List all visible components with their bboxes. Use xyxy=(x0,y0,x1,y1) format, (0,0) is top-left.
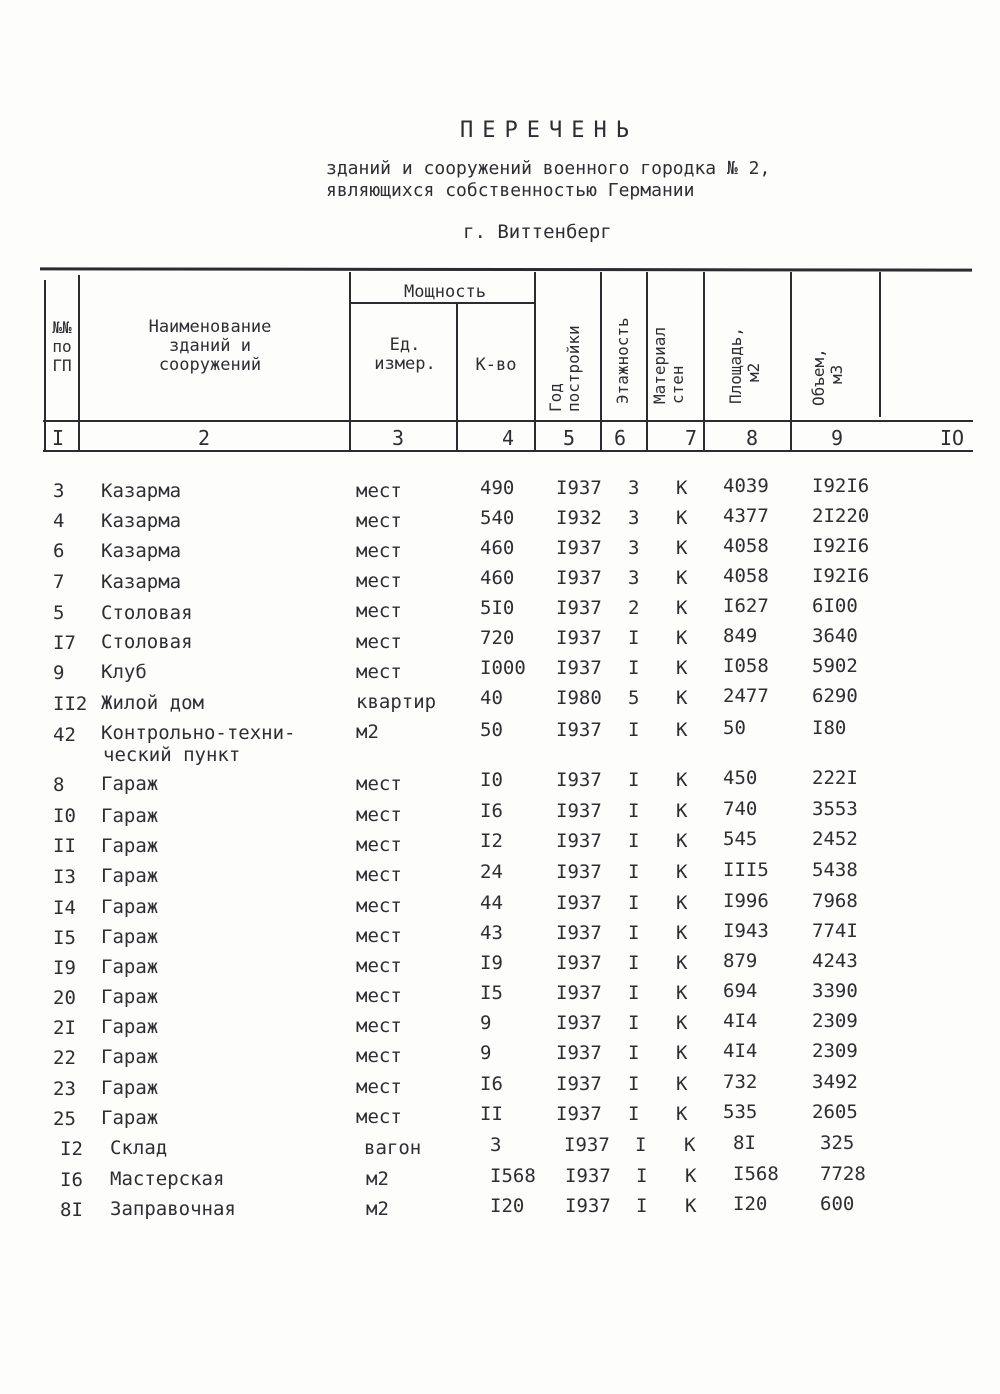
cell-gp: I7 xyxy=(53,632,76,654)
cell-qty: I2 xyxy=(480,830,503,852)
cell-floors: I xyxy=(628,1042,640,1064)
cell-unit: мест xyxy=(356,834,402,856)
cell-gp: I9 xyxy=(53,957,76,979)
column-number: 4 xyxy=(502,426,515,450)
cell-year: I937 xyxy=(556,892,602,914)
cell-name: Казарма xyxy=(101,540,182,562)
cell-gp: 2I xyxy=(53,1017,76,1039)
cell-qty: 9 xyxy=(480,1012,492,1034)
header-year xyxy=(547,325,583,412)
cell-area: I996 xyxy=(723,890,769,912)
cell-unit: мест xyxy=(356,570,402,592)
header-area xyxy=(727,327,763,404)
cell-area: 50 xyxy=(723,717,746,739)
header-material-line1: Материал xyxy=(650,326,669,404)
col-line-4 xyxy=(534,272,536,452)
cell-year: I937 xyxy=(556,1012,602,1034)
column-number: 7 xyxy=(685,426,698,450)
cell-gp: I2 xyxy=(60,1138,83,1160)
cell-area: 4I4 xyxy=(723,1010,758,1032)
table-top-border xyxy=(40,267,972,271)
col-line-2 xyxy=(349,272,351,452)
cell-material: К xyxy=(676,1073,688,1095)
header-gp-line2: по xyxy=(52,337,72,356)
cell-name: Заправочная xyxy=(110,1198,236,1220)
cell-area: I058 xyxy=(723,655,769,677)
cell-floors: I xyxy=(628,719,640,741)
cell-material: К xyxy=(685,1165,697,1187)
column-number: 3 xyxy=(392,426,405,450)
document-city: г. Виттенберг xyxy=(463,221,612,243)
cell-material: К xyxy=(676,657,688,679)
cell-floors: I xyxy=(628,922,640,944)
cell-year: I937 xyxy=(556,982,602,1004)
cell-volume: 3640 xyxy=(812,625,858,647)
cell-gp: 6 xyxy=(53,540,65,562)
cell-volume: 3492 xyxy=(812,1071,858,1093)
header-volume-line2: м3 xyxy=(827,364,846,384)
cell-name: Гараж xyxy=(101,805,159,827)
cell-qty: I000 xyxy=(480,657,526,679)
cell-floors: 3 xyxy=(628,537,640,559)
cell-qty: 40 xyxy=(480,687,503,709)
cell-unit: м2 xyxy=(366,1198,389,1220)
cell-unit: мест xyxy=(356,773,402,795)
cell-material: К xyxy=(676,830,688,852)
cell-name: Жилой дом xyxy=(101,692,204,714)
cell-name: Клуб xyxy=(101,661,147,683)
cell-name: Склад xyxy=(110,1137,168,1159)
header-capacity: Мощность xyxy=(404,282,486,302)
cell-volume: 2452 xyxy=(812,828,858,850)
cell-floors: I xyxy=(636,1165,648,1187)
cell-name: Столовая xyxy=(101,631,193,653)
cell-name: Гараж xyxy=(101,865,159,887)
cell-year: I937 xyxy=(556,477,602,499)
cell-gp: II xyxy=(53,835,76,857)
cell-name: Гараж xyxy=(101,1077,159,1099)
cell-area: 4058 xyxy=(723,535,769,557)
cell-area: 694 xyxy=(723,980,758,1002)
cell-unit: мест xyxy=(356,510,402,532)
cell-floors: I xyxy=(628,892,640,914)
cell-year: I937 xyxy=(556,537,602,559)
cell-area: 4039 xyxy=(723,475,769,497)
cell-material: К xyxy=(676,892,688,914)
cell-area: 740 xyxy=(723,798,758,820)
header-qty: К-во xyxy=(475,355,517,375)
cell-area: 2477 xyxy=(723,685,769,707)
header-volume-line1: Объем, xyxy=(809,348,828,406)
cell-floors: I xyxy=(628,1103,640,1125)
cell-gp: 4 xyxy=(53,510,65,532)
cell-gp: 8 xyxy=(53,774,65,796)
cell-name: Гараж xyxy=(101,835,159,857)
header-year-line1: Год xyxy=(546,383,565,412)
cell-name: Гараж xyxy=(101,956,159,978)
cell-unit: мест xyxy=(356,864,402,886)
cell-gp: I4 xyxy=(53,897,76,919)
cell-unit: мест xyxy=(356,804,402,826)
cell-qty: 540 xyxy=(480,507,515,529)
cell-area: I20 xyxy=(733,1193,768,1215)
header-floors: Этажность xyxy=(613,317,632,404)
cell-volume: 2I220 xyxy=(812,505,870,527)
cell-qty: I6 xyxy=(480,800,503,822)
cell-unit: мест xyxy=(356,1076,402,1098)
cell-area: 4377 xyxy=(723,505,769,527)
cell-floors: I xyxy=(628,830,640,852)
column-number: 9 xyxy=(831,426,844,450)
cell-material: К xyxy=(685,1195,697,1217)
cell-area: 535 xyxy=(723,1101,758,1123)
document-subtitle-line1: зданий и сооружений военного городка № 2, xyxy=(326,158,771,179)
cell-gp: 8I xyxy=(60,1199,83,1221)
cell-year: I937 xyxy=(556,627,602,649)
header-material-line2: стен xyxy=(668,365,687,404)
cell-unit: квартир xyxy=(356,691,437,713)
cell-gp: 42 xyxy=(53,724,76,746)
header-name xyxy=(110,318,310,375)
cell-year: I937 xyxy=(556,800,602,822)
header-volume xyxy=(810,348,846,406)
cell-area: 879 xyxy=(723,950,758,972)
cell-year: I937 xyxy=(556,567,602,589)
cell-volume: 2605 xyxy=(812,1101,858,1123)
cell-name: Гараж xyxy=(101,986,159,1008)
header-unit-line2: измер. xyxy=(374,354,436,374)
cell-volume: 2309 xyxy=(812,1040,858,1062)
column-number: 2 xyxy=(198,426,211,450)
cell-year: I937 xyxy=(556,769,602,791)
cell-year: I937 xyxy=(556,952,602,974)
column-number: I xyxy=(52,426,65,450)
cell-floors: I xyxy=(628,769,640,791)
cell-unit: мест xyxy=(356,631,402,653)
cell-area: 4058 xyxy=(723,565,769,587)
cell-gp: 5 xyxy=(53,602,65,624)
cell-volume: 7968 xyxy=(812,890,858,912)
cell-material: К xyxy=(676,1042,688,1064)
cell-material: К xyxy=(676,477,688,499)
cell-unit: вагон xyxy=(364,1137,422,1159)
cell-material: К xyxy=(676,982,688,1004)
cell-name: Казарма xyxy=(101,480,182,502)
header-gp-line1: №№ xyxy=(52,318,72,337)
column-number: 5 xyxy=(563,426,576,450)
cell-area: 849 xyxy=(723,625,758,647)
cell-gp: I6 xyxy=(60,1169,83,1191)
cell-qty: I6 xyxy=(480,1073,503,1095)
cell-year: I937 xyxy=(556,657,602,679)
cell-qty: 720 xyxy=(480,627,515,649)
cell-material: К xyxy=(676,507,688,529)
cell-gp: 23 xyxy=(53,1078,76,1100)
cell-name: Казарма xyxy=(101,510,182,532)
cell-area: 4I4 xyxy=(723,1040,758,1062)
cell-qty: 460 xyxy=(480,567,515,589)
column-number: 6 xyxy=(614,426,627,450)
cell-qty: 5I0 xyxy=(480,597,515,619)
cell-gp: I5 xyxy=(53,927,76,949)
cell-gp: 7 xyxy=(53,571,65,593)
cell-year: I937 xyxy=(564,1134,610,1156)
cell-unit: м2 xyxy=(366,1168,389,1190)
cell-volume: I80 xyxy=(812,717,847,739)
cell-volume: 6I00 xyxy=(812,595,858,617)
cell-floors: I xyxy=(636,1195,648,1217)
cell-unit: мест xyxy=(356,1106,402,1128)
cell-area: 8I xyxy=(733,1132,756,1154)
capacity-divider xyxy=(350,302,534,304)
cell-volume: 5438 xyxy=(812,859,858,881)
cell-year: I937 xyxy=(556,922,602,944)
col-line-9 xyxy=(879,272,881,417)
cell-qty: 9 xyxy=(480,1042,492,1064)
cell-volume: 3390 xyxy=(812,980,858,1002)
cell-qty: I0 xyxy=(480,769,503,791)
cell-material: К xyxy=(676,1012,688,1034)
cell-unit: мест xyxy=(356,540,402,562)
col-line-5 xyxy=(600,272,602,452)
cell-material: К xyxy=(676,769,688,791)
cell-material: К xyxy=(676,537,688,559)
cell-area: III5 xyxy=(723,859,769,881)
cell-qty: I568 xyxy=(490,1165,536,1187)
cell-material: К xyxy=(676,800,688,822)
cell-volume: I92I6 xyxy=(812,565,870,587)
cell-year: I980 xyxy=(556,687,602,709)
cell-name: Гараж xyxy=(101,926,159,948)
header-gp-line3: ГП xyxy=(52,356,72,375)
cell-volume: 325 xyxy=(820,1132,855,1154)
cell-volume: 600 xyxy=(820,1193,855,1215)
cell-volume: 774I xyxy=(812,920,858,942)
document-subtitle-line2: являющихся собственностью Германии xyxy=(326,180,695,201)
cell-volume: I92I6 xyxy=(812,535,870,557)
cell-qty: 50 xyxy=(480,719,503,741)
cell-year: I937 xyxy=(556,597,602,619)
header-unit xyxy=(360,336,450,374)
cell-year: I937 xyxy=(556,1073,602,1095)
cell-year: I937 xyxy=(556,861,602,883)
cell-volume: I92I6 xyxy=(812,475,870,497)
cell-unit: мест xyxy=(356,1045,402,1067)
cell-gp: 25 xyxy=(53,1108,76,1130)
cell-qty: I5 xyxy=(480,982,503,1004)
header-unit-line1: Ед. xyxy=(389,335,421,355)
cell-qty: 3 xyxy=(490,1134,502,1156)
cell-name: Гараж xyxy=(101,1016,159,1038)
cell-year: I937 xyxy=(565,1195,611,1217)
cell-area: I627 xyxy=(723,595,769,617)
cell-year: I937 xyxy=(556,1103,602,1125)
cell-qty: 460 xyxy=(480,537,515,559)
table-numbers-bottom-border xyxy=(43,450,973,452)
cell-volume: 7728 xyxy=(820,1163,866,1185)
cell-material: К xyxy=(684,1134,696,1156)
cell-material: К xyxy=(676,597,688,619)
header-area-line1: Площадь, xyxy=(726,326,745,404)
cell-gp: II2 xyxy=(53,693,88,715)
cell-material: К xyxy=(676,861,688,883)
cell-area: I943 xyxy=(723,920,769,942)
header-name-line2: зданий и xyxy=(169,336,251,356)
cell-volume: 222I xyxy=(812,767,858,789)
cell-unit: мест xyxy=(356,925,402,947)
cell-name: Контрольно-техни- xyxy=(101,722,296,744)
cell-qty: I9 xyxy=(480,952,503,974)
cell-qty: I20 xyxy=(490,1195,525,1217)
cell-unit: мест xyxy=(356,661,402,683)
cell-floors: 3 xyxy=(628,507,640,529)
cell-unit: мест xyxy=(356,985,402,1007)
cell-name: Мастерская xyxy=(110,1168,225,1190)
header-name-line1: Наименование xyxy=(148,317,272,337)
cell-gp: I0 xyxy=(53,805,76,827)
col-line-8 xyxy=(790,272,792,452)
cell-volume: 6290 xyxy=(812,685,858,707)
cell-volume: 2309 xyxy=(812,1010,858,1032)
header-name-line3: сооружений xyxy=(158,355,262,375)
cell-floors: I xyxy=(635,1134,647,1156)
header-material xyxy=(651,327,687,404)
cell-qty: 24 xyxy=(480,861,503,883)
cell-unit: мест xyxy=(356,600,402,622)
cell-floors: 5 xyxy=(628,687,640,709)
cell-unit: м2 xyxy=(356,721,379,743)
cell-floors: I xyxy=(628,627,640,649)
col-line-6 xyxy=(646,272,648,452)
cell-qty: 43 xyxy=(480,922,503,944)
cell-floors: I xyxy=(628,1073,640,1095)
cell-gp: 20 xyxy=(53,987,76,1009)
cell-unit: мест xyxy=(356,895,402,917)
cell-year: I937 xyxy=(565,1165,611,1187)
column-number: 8 xyxy=(746,426,759,450)
cell-name: Гараж xyxy=(101,896,159,918)
cell-floors: 2 xyxy=(628,597,640,619)
cell-floors: 3 xyxy=(628,567,640,589)
cell-unit: мест xyxy=(356,1015,402,1037)
cell-volume: 4243 xyxy=(812,950,858,972)
cell-year: I937 xyxy=(556,719,602,741)
cell-gp: 9 xyxy=(53,662,65,684)
document-title: ПЕРЕЧЕНЬ xyxy=(460,118,638,143)
cell-material: К xyxy=(676,952,688,974)
cell-unit: мест xyxy=(356,480,402,502)
cell-qty: II xyxy=(480,1103,503,1125)
cell-floors: I xyxy=(628,861,640,883)
cell-material: К xyxy=(676,1103,688,1125)
cell-floors: I xyxy=(628,657,640,679)
col-line-3 xyxy=(456,304,458,452)
cell-floors: I xyxy=(628,1012,640,1034)
cell-year: I937 xyxy=(556,1042,602,1064)
cell-floors: I xyxy=(628,982,640,1004)
cell-floors: 3 xyxy=(628,477,640,499)
cell-gp: I3 xyxy=(53,866,76,888)
cell-area: 450 xyxy=(723,767,758,789)
cell-floors: I xyxy=(628,800,640,822)
cell-material: К xyxy=(676,687,688,709)
cell-year: I932 xyxy=(556,507,602,529)
cell-unit: мест xyxy=(356,955,402,977)
cell-material: К xyxy=(676,719,688,741)
cell-qty: 44 xyxy=(480,892,503,914)
col-line-7 xyxy=(703,272,705,452)
cell-area: 732 xyxy=(723,1071,758,1093)
header-year-line2: постройки xyxy=(564,325,583,412)
col-line-1 xyxy=(78,275,80,452)
cell-floors: I xyxy=(628,952,640,974)
cell-name: Казарма xyxy=(101,571,182,593)
table-header-bottom-border xyxy=(43,420,973,422)
cell-material: К xyxy=(676,922,688,944)
cell-qty: 490 xyxy=(480,477,515,499)
cell-name: Гараж xyxy=(101,773,159,795)
cell-material: К xyxy=(676,567,688,589)
cell-name-continued: ческий пункт xyxy=(103,744,241,766)
header-area-line2: м2 xyxy=(744,362,763,382)
cell-area: I568 xyxy=(733,1163,779,1185)
cell-year: I937 xyxy=(556,830,602,852)
cell-volume: 5902 xyxy=(812,655,858,677)
cell-gp: 22 xyxy=(53,1047,76,1069)
header-gp xyxy=(46,318,78,375)
column-number: IО xyxy=(940,426,965,450)
cell-material: К xyxy=(676,627,688,649)
cell-volume: 3553 xyxy=(812,798,858,820)
cell-name: Гараж xyxy=(101,1107,159,1129)
cell-area: 545 xyxy=(723,828,758,850)
cell-gp: 3 xyxy=(53,480,65,502)
cell-name: Гараж xyxy=(101,1046,159,1068)
cell-name: Столовая xyxy=(101,602,193,624)
